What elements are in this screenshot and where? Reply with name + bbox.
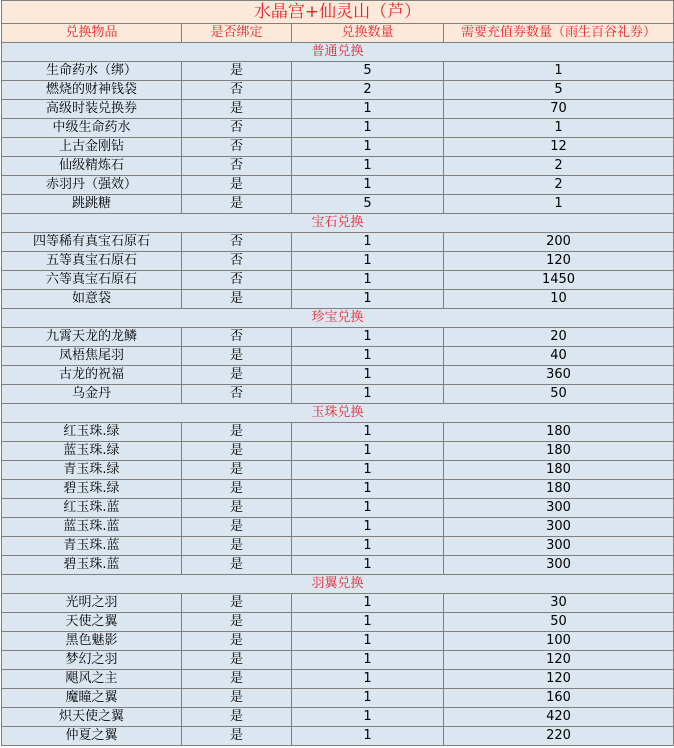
table-row [2, 195, 674, 214]
quantity: 1 [292, 366, 444, 385]
table-row [2, 613, 674, 632]
cost: 1450 [444, 271, 674, 290]
section-row [2, 575, 674, 594]
table-row [2, 708, 674, 727]
item-name: 六等真宝石原石 [2, 271, 182, 290]
quantity: 1 [292, 442, 444, 461]
table-row [2, 252, 674, 271]
header-cost: 需要充值券数量（雨生百谷礼券） [444, 24, 674, 43]
cost: 160 [444, 689, 674, 708]
bound-status: 是 [182, 727, 292, 746]
table-row [2, 442, 674, 461]
item-name: 天使之翼 [2, 613, 182, 632]
bound-status: 是 [182, 195, 292, 214]
table-row [2, 651, 674, 670]
cost: 10 [444, 290, 674, 309]
table-row [2, 157, 674, 176]
bound-status: 是 [182, 62, 292, 81]
item-name: 青玉珠.绿 [2, 461, 182, 480]
section-row [2, 309, 674, 328]
cost: 180 [444, 423, 674, 442]
item-name: 中级生命药水 [2, 119, 182, 138]
cost: 180 [444, 480, 674, 499]
quantity: 1 [292, 651, 444, 670]
quantity: 1 [292, 252, 444, 271]
cost: 50 [444, 613, 674, 632]
table-row [2, 594, 674, 613]
table-row [2, 518, 674, 537]
item-name: 四等稀有真宝石原石 [2, 233, 182, 252]
table-row [2, 385, 674, 404]
quantity: 1 [292, 537, 444, 556]
cost: 1 [444, 195, 674, 214]
item-name: 凤梧焦尾羽 [2, 347, 182, 366]
bound-status: 是 [182, 594, 292, 613]
section-title: 羽翼兑换 [2, 575, 674, 594]
quantity: 1 [292, 271, 444, 290]
table-row [2, 233, 674, 252]
table-row [2, 290, 674, 309]
cost: 420 [444, 708, 674, 727]
header-bound: 是否绑定 [182, 24, 292, 43]
table-row [2, 423, 674, 442]
bound-status: 否 [182, 138, 292, 157]
title-row [2, 1, 674, 24]
header-item: 兑换物品 [2, 24, 182, 43]
quantity: 1 [292, 347, 444, 366]
table-row [2, 537, 674, 556]
section-title: 普通兑换 [2, 43, 674, 62]
item-name: 碧玉珠.绿 [2, 480, 182, 499]
table-row [2, 556, 674, 575]
section-row [2, 43, 674, 62]
quantity: 1 [292, 613, 444, 632]
bound-status: 是 [182, 613, 292, 632]
quantity: 1 [292, 461, 444, 480]
table-row [2, 271, 674, 290]
bound-status: 否 [182, 81, 292, 100]
cost: 2 [444, 157, 674, 176]
bound-status: 否 [182, 385, 292, 404]
bound-status: 否 [182, 233, 292, 252]
quantity: 1 [292, 290, 444, 309]
quantity: 1 [292, 385, 444, 404]
quantity: 1 [292, 176, 444, 195]
bound-status: 是 [182, 632, 292, 651]
table-row [2, 100, 674, 119]
section-title: 宝石兑换 [2, 214, 674, 233]
bound-status: 是 [182, 670, 292, 689]
quantity: 1 [292, 689, 444, 708]
table-row [2, 632, 674, 651]
item-name: 蓝玉珠.蓝 [2, 518, 182, 537]
cost: 300 [444, 556, 674, 575]
table-row [2, 138, 674, 157]
item-name: 跳跳糖 [2, 195, 182, 214]
table-row [2, 366, 674, 385]
bound-status: 是 [182, 290, 292, 309]
cost: 30 [444, 594, 674, 613]
cost: 300 [444, 537, 674, 556]
bound-status: 是 [182, 689, 292, 708]
quantity: 1 [292, 670, 444, 689]
item-name: 赤羽丹（强效） [2, 176, 182, 195]
page-title: 水晶宫+仙灵山（芦） [2, 1, 674, 24]
item-name: 上古金刚钻 [2, 138, 182, 157]
item-name: 魔瞳之翼 [2, 689, 182, 708]
item-name: 古龙的祝福 [2, 366, 182, 385]
table-row [2, 176, 674, 195]
item-name: 碧玉珠.蓝 [2, 556, 182, 575]
cost: 20 [444, 328, 674, 347]
cost: 360 [444, 366, 674, 385]
item-name: 炽天使之翼 [2, 708, 182, 727]
item-name: 红玉珠.绿 [2, 423, 182, 442]
table-row [2, 119, 674, 138]
item-name: 燃烧的财神钱袋 [2, 81, 182, 100]
cost: 300 [444, 518, 674, 537]
bound-status: 是 [182, 461, 292, 480]
item-name: 红玉珠.蓝 [2, 499, 182, 518]
quantity: 5 [292, 62, 444, 81]
cost: 120 [444, 252, 674, 271]
quantity: 1 [292, 138, 444, 157]
quantity: 1 [292, 518, 444, 537]
bound-status: 否 [182, 119, 292, 138]
bound-status: 是 [182, 556, 292, 575]
bound-status: 是 [182, 499, 292, 518]
bound-status: 否 [182, 328, 292, 347]
section-row [2, 214, 674, 233]
item-name: 光明之羽 [2, 594, 182, 613]
cost: 180 [444, 461, 674, 480]
item-name: 蓝玉珠.绿 [2, 442, 182, 461]
cost: 200 [444, 233, 674, 252]
table-row [2, 480, 674, 499]
cost: 100 [444, 632, 674, 651]
table-row [2, 81, 674, 100]
table-row [2, 499, 674, 518]
item-name: 黑色魅影 [2, 632, 182, 651]
quantity: 1 [292, 632, 444, 651]
bound-status: 是 [182, 176, 292, 195]
table-row [2, 62, 674, 81]
cost: 120 [444, 670, 674, 689]
item-name: 仲夏之翼 [2, 727, 182, 746]
quantity: 1 [292, 157, 444, 176]
table-row [2, 689, 674, 708]
quantity: 2 [292, 81, 444, 100]
quantity: 1 [292, 100, 444, 119]
exchange-table-body [2, 1, 674, 746]
header-quantity: 兑换数量 [292, 24, 444, 43]
cost: 220 [444, 727, 674, 746]
cost: 120 [444, 651, 674, 670]
quantity: 5 [292, 195, 444, 214]
bound-status: 是 [182, 537, 292, 556]
section-title: 珍宝兑换 [2, 309, 674, 328]
cost: 1 [444, 119, 674, 138]
quantity: 1 [292, 727, 444, 746]
cost: 50 [444, 385, 674, 404]
bound-status: 是 [182, 480, 292, 499]
table-row [2, 727, 674, 746]
bound-status: 否 [182, 252, 292, 271]
item-name: 仙级精炼石 [2, 157, 182, 176]
quantity: 1 [292, 480, 444, 499]
bound-status: 是 [182, 651, 292, 670]
item-name: 高级时装兑换券 [2, 100, 182, 119]
cost: 5 [444, 81, 674, 100]
quantity: 1 [292, 119, 444, 138]
item-name: 乌金丹 [2, 385, 182, 404]
bound-status: 是 [182, 100, 292, 119]
cost: 12 [444, 138, 674, 157]
quantity: 1 [292, 594, 444, 613]
item-name: 梦幻之羽 [2, 651, 182, 670]
cost: 70 [444, 100, 674, 119]
cost: 1 [444, 62, 674, 81]
bound-status: 是 [182, 366, 292, 385]
table-row [2, 347, 674, 366]
quantity: 1 [292, 556, 444, 575]
item-name: 飓风之主 [2, 670, 182, 689]
bound-status: 是 [182, 708, 292, 727]
exchange-table [1, 0, 674, 746]
item-name: 九霄天龙的龙鳞 [2, 328, 182, 347]
table-row [2, 670, 674, 689]
item-name: 如意袋 [2, 290, 182, 309]
item-name: 青玉珠.蓝 [2, 537, 182, 556]
bound-status: 否 [182, 271, 292, 290]
cost: 2 [444, 176, 674, 195]
item-name: 生命药水（绑） [2, 62, 182, 81]
bound-status: 是 [182, 518, 292, 537]
quantity: 1 [292, 233, 444, 252]
table-row [2, 328, 674, 347]
bound-status: 是 [182, 347, 292, 366]
quantity: 1 [292, 328, 444, 347]
section-row [2, 404, 674, 423]
cost: 300 [444, 499, 674, 518]
quantity: 1 [292, 499, 444, 518]
section-title: 玉珠兑换 [2, 404, 674, 423]
bound-status: 否 [182, 157, 292, 176]
bound-status: 是 [182, 442, 292, 461]
quantity: 1 [292, 423, 444, 442]
item-name: 五等真宝石原石 [2, 252, 182, 271]
table-row [2, 461, 674, 480]
cost: 40 [444, 347, 674, 366]
header-row [2, 24, 674, 43]
quantity: 1 [292, 708, 444, 727]
cost: 180 [444, 442, 674, 461]
bound-status: 是 [182, 423, 292, 442]
